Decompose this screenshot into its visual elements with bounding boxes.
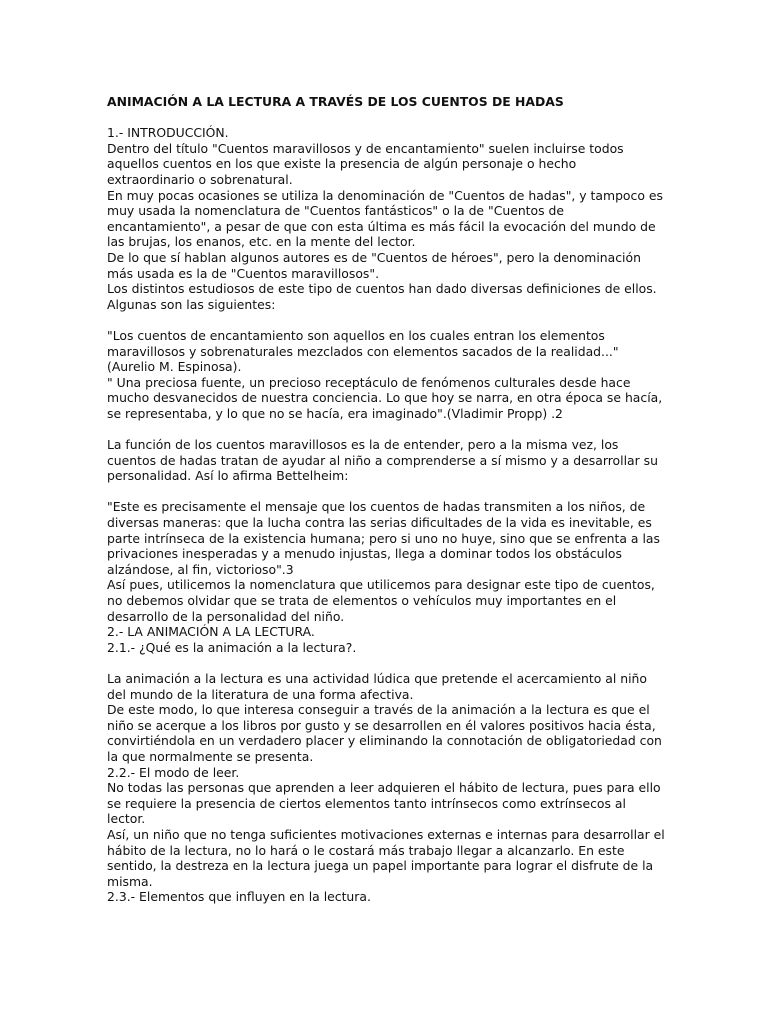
quote-bettelheim: "Este es precisamente el mensaje que los cuentos de hadas transmiten a los niños, de diversas maneras: que la lucha contra las serias dificultades de la vida es inevitable, es parte intrínseca de la existencia humana; pero si uno no huye, sino que se enfrenta a las privaciones inesperadas y a menudo injustas, llega a dominar todos los obstáculos alzándose, al fin, victorioso".3 <box>107 499 660 577</box>
paragraph: En muy pocas ocasiones se utiliza la denominación de "Cuentos de hadas", y tampoco es muy usada la nomenclatura de "Cuentos fantásticos" o la de "Cuentos de encantamiento", a pesar de que con esta última es más fácil la evocación del mundo de las brujas, los enanos, etc. en la mente del lector. <box>107 187 663 250</box>
paragraph: La animación a la lectura es una actividad lúdica que pretende el acercamiento al niño del mundo de la literatura de una forma afectiva. <box>107 670 647 702</box>
quote-espinosa: "Los cuentos de encantamiento son aquellos en los cuales entran los elementos maravillosos y sobrenaturales mezclados con elementos sacados de la realidad..." (Aurelio M. Espinosa). <box>107 327 619 375</box>
quote-propp: " Una preciosa fuente, un precioso receptáculo de fenómenos culturales desde hace mucho desvanecidos de nuestra conciencia. Lo que hoy se narra, en otra época se hacía, se representaba, y lo que no se hacía, era imaginado".(Vladimir Propp) .2 <box>107 374 663 421</box>
paragraph: De este modo, lo que interesa conseguir a través de la animación a la lectura es que el niño se acerque a los libros por gusto y se desarrollen en él valores positivos hacia ésta, convirtiéndola en un verdadero placer y eliminando la connotación de obligatoriedad con la que normalmente se presenta. <box>107 702 662 764</box>
subsection-heading-modo-de-leer: 2.2.- El modo de leer. <box>107 764 240 780</box>
paragraph-gap <box>107 421 667 437</box>
paragraph-gap <box>107 484 667 500</box>
paragraph: Dentro del título "Cuentos maravillosos y de encantamiento" suelen incluirse todos aquellos cuentos en los que existe la presencia de algún personaje o hecho extraordinario o sobrenatural. <box>107 140 624 187</box>
document-title: ANIMACIÓN A LA LECTURA A TRAVÉS DE LOS CUENTOS DE HADAS <box>107 94 564 109</box>
subsection-heading-elementos: 2.3.- Elementos que influyen en la lectura. <box>107 889 371 905</box>
paragraph: Así pues, utilicemos la nomenclatura que utilicemos para designar este tipo de cuentos, no debemos olvidar que se trata de elementos o vehículos muy importantes en el desarrollo de la personalidad del niño. <box>107 577 655 624</box>
subsection-heading-que-es: 2.1.- ¿Qué es la animación a la lectura?. <box>107 639 357 655</box>
paragraph: Los distintos estudiosos de este tipo de cuentos han dado diversas definiciones de ellos. Algunas son las siguientes: <box>107 281 657 312</box>
paragraph: La función de los cuentos maravillosos es la de entender, pero a la misma vez, los cuentos de hadas tratan de ayudar al niño a comprenderse a sí mismo y a desarrollar su personalidad. Así lo afirma Bettelheim: <box>107 437 658 484</box>
section-heading-animacion: 2.- LA ANIMACIÓN A LA LECTURA. <box>107 624 315 640</box>
document-page <box>107 94 667 905</box>
paragraph: No todas las personas que aprenden a leer adquieren el hábito de lectura, pues para ello se requiere la presencia de ciertos elementos tanto intrínsecos como extrínsecos al lector. <box>107 780 661 827</box>
paragraph: Así, un niño que no tenga suficientes motivaciones externas e internas para desarrollar el hábito de la lectura, no lo hará o le costará más trabajo llegar a alcanzarlo. En este sentido, la destreza en la lectura juega un papel importante para lograr el disfrute de la misma. <box>107 826 665 889</box>
paragraph: De lo que sí hablan algunos autores es de "Cuentos de héroes", pero la denominación más usada es la de "Cuentos maravillosos". <box>107 249 641 281</box>
paragraph-gap <box>107 312 667 328</box>
section-heading-introduccion: 1.- INTRODUCCIÓN. <box>107 125 229 141</box>
paragraph-gap <box>107 655 667 671</box>
